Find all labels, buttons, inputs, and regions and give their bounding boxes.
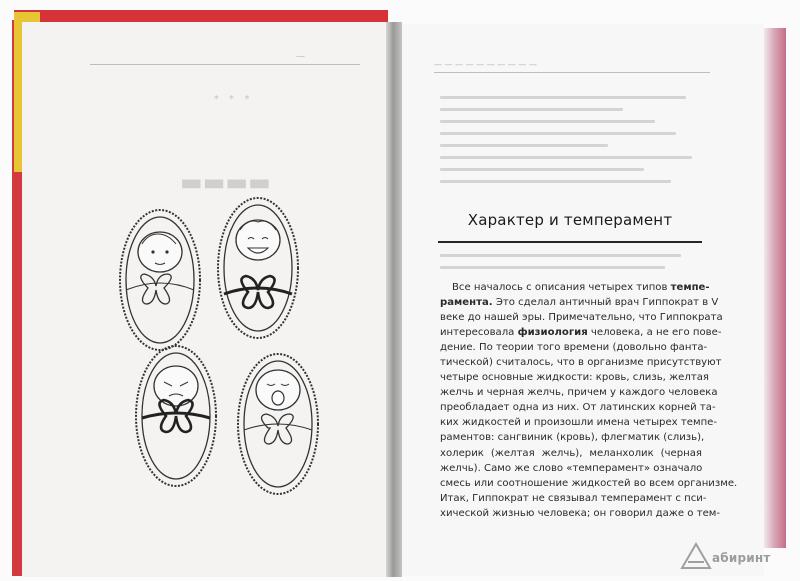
chapter-title: Характер и темперамент [467, 211, 673, 229]
text-run: хической жизнью человека; он говорил даже о тем- [440, 507, 721, 519]
paragraph-line [440, 476, 738, 491]
paragraph-line [440, 355, 722, 370]
text-run: раментов: сангвиник (кровь), флегматик (слизь), [440, 432, 705, 444]
left-running-head: — [296, 52, 305, 62]
chapter-title-rule [438, 241, 702, 243]
paragraph-line [440, 415, 718, 430]
text-run: преобладает одна из них. От латинских корней та- [440, 402, 716, 414]
bold-term: темпе- [670, 282, 710, 293]
text-run: смесь или соотношение жидкостей во всем организме. [440, 477, 738, 489]
paragraph-line [440, 340, 708, 355]
paragraph-line [440, 400, 716, 415]
right-header-rule [434, 72, 710, 73]
baby-2 [218, 198, 298, 338]
text-run: желчь). Само же слово «темперамент» означало [440, 462, 703, 474]
right-running-head: — — — — — — — — — — [434, 60, 537, 69]
text-run: Это сделал античный врач Гиппократ в V [492, 297, 719, 309]
body-paragraph [440, 280, 738, 521]
paragraph-line [440, 385, 718, 400]
labirint-watermark: абиринт [712, 551, 771, 565]
cover-right-edge [764, 28, 786, 548]
left-page-stars: * * * [214, 95, 254, 105]
text-run: человека, а не его пове- [587, 327, 722, 339]
show-through-heading: ▬▬▬▬ [180, 168, 271, 196]
text-run: четыре основные жидкости: кровь, слизь, желтая [440, 372, 709, 384]
paragraph-line [440, 430, 705, 445]
text-run: тической) считалось, что в организме присутствуют [440, 357, 722, 369]
paragraph-line [440, 461, 702, 476]
paragraph-line [440, 370, 709, 385]
paragraph-line [440, 506, 721, 521]
baby-4 [238, 354, 318, 494]
swaddled-babies-illustration [100, 196, 330, 496]
baby-1 [120, 210, 200, 350]
text-run: Все началось с описания четырех типов [452, 282, 671, 293]
book-gutter [386, 22, 402, 577]
paragraph-line [440, 325, 722, 340]
text-run: интересовала [440, 327, 518, 339]
paragraph-line [440, 491, 707, 506]
text-run: дение. По теории того времени (довольно фанта- [440, 342, 708, 354]
text-run: ких жидкостей и произошли имена четырех темпе- [440, 417, 718, 429]
left-header-rule [90, 64, 360, 65]
paragraph-line [440, 280, 710, 295]
show-through-lines [440, 96, 702, 192]
paragraph-line [440, 446, 702, 461]
text-run: желчь и черная желчь, причем у каждого человека [440, 387, 718, 399]
text-run: веке до нашей эры. Примечательно, что Гиппократа [440, 312, 723, 324]
baby-3 [136, 346, 216, 486]
text-run: холерик (желтая желчь), меланхолик (черная [440, 447, 702, 459]
paragraph-line [440, 310, 723, 325]
bold-term: рамента. [440, 297, 493, 309]
paragraph-line [440, 295, 719, 310]
bold-term: физиология [517, 327, 588, 339]
show-through-lines-lower [440, 254, 702, 278]
text-run: Итак, Гиппократ не связывал темперамент с пси- [440, 492, 707, 504]
